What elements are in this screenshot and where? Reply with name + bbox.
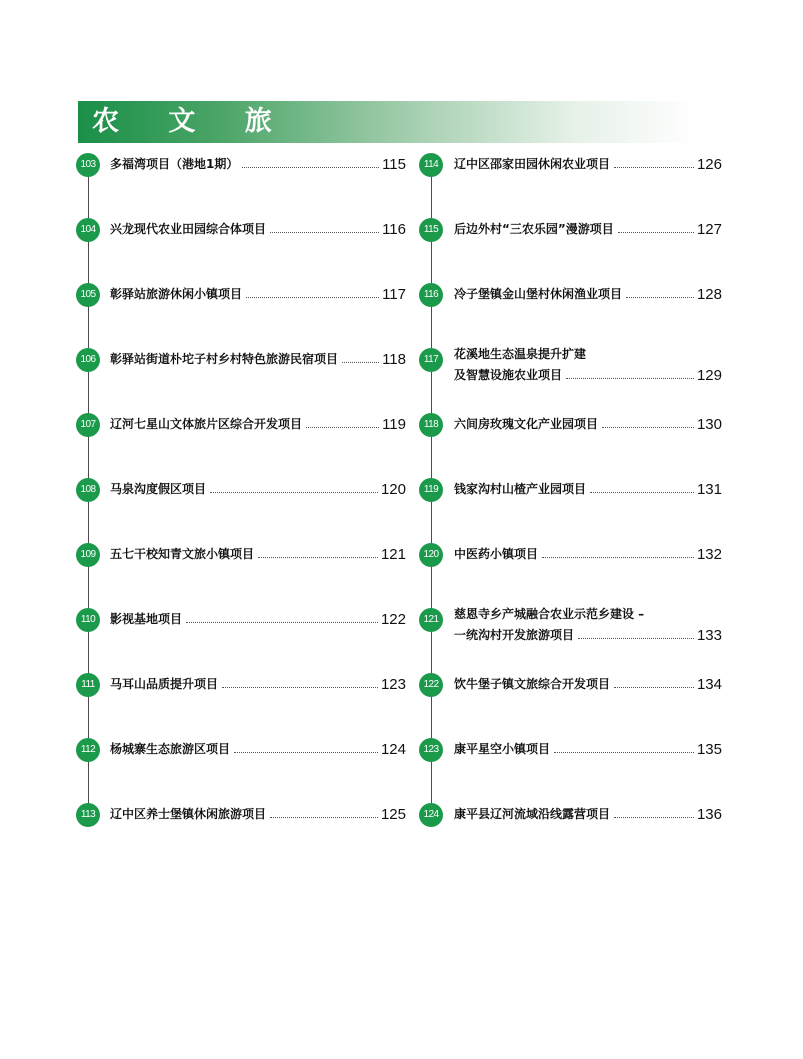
toc-entry[interactable] [76, 607, 406, 651]
entry-title: 后边外村“三农乐园”漫游项目 [454, 222, 614, 236]
entry-number-badge: 111 [76, 673, 100, 697]
entry-number-badge: 106 [76, 348, 100, 372]
entry-title: 马泉沟度假区项目 [110, 482, 207, 496]
entry-page-number: 133 [696, 627, 722, 644]
toc-entry[interactable] [76, 347, 406, 391]
entry-title: 杨城寨生态旅游区项目 [110, 742, 231, 756]
entry-page-number: 130 [696, 416, 722, 433]
toc-entry[interactable] [420, 412, 722, 456]
entry-number-badge: 113 [76, 803, 100, 827]
section-title: 农 文 旅 [92, 106, 292, 137]
entry-page-number: 117 [382, 286, 406, 303]
dot-leader [234, 752, 378, 753]
entry-title: 六间房玫瑰文化产业园项目 [454, 417, 599, 431]
entry-number-badge: 104 [76, 218, 100, 242]
entry-number-badge: 120 [419, 543, 443, 567]
toc-entry[interactable] [76, 477, 406, 521]
dot-leader [222, 687, 378, 688]
entry-page-number: 134 [696, 676, 722, 693]
entry-number-badge: 107 [76, 413, 100, 437]
entry-title: 兴龙现代农业田园综合体项目 [110, 222, 267, 236]
dot-leader [542, 557, 694, 558]
entry-page-number: 128 [696, 286, 722, 303]
toc-entry[interactable] [420, 347, 722, 391]
toc-entry[interactable] [76, 672, 406, 716]
entry-title-line1: 花溪地生态温泉提升扩建 [454, 347, 587, 361]
toc-entry[interactable] [76, 737, 406, 781]
entry-title: 冷子堡镇金山堡村休闲渔业项目 [454, 287, 623, 301]
toc-entry[interactable] [76, 217, 406, 261]
entry-title: 一统沟村开发旅游项目 [454, 628, 575, 642]
dot-leader [210, 492, 378, 493]
entry-page-number: 120 [380, 481, 406, 498]
entry-number-badge: 112 [76, 738, 100, 762]
dot-leader [578, 638, 694, 639]
dot-leader [590, 492, 694, 493]
entry-title: 中医药小镇项目 [454, 547, 539, 561]
entry-title: 彰驿站旅游休闲小镇项目 [110, 287, 243, 301]
toc-entry[interactable] [76, 412, 406, 456]
entry-number-badge: 121 [419, 608, 443, 632]
entry-page-number: 127 [696, 221, 722, 238]
dot-leader [554, 752, 694, 753]
dot-leader [602, 427, 694, 428]
toc-entry[interactable] [420, 672, 722, 716]
entry-number-badge: 109 [76, 543, 100, 567]
dot-leader [566, 378, 694, 379]
entry-number-badge: 108 [76, 478, 100, 502]
entry-number-badge: 115 [419, 218, 443, 242]
entry-page-number: 129 [696, 367, 722, 384]
entry-page-number: 121 [380, 546, 406, 563]
entry-title: 康平县辽河流域沿线露营项目 [454, 807, 611, 821]
dot-leader [614, 167, 694, 168]
entry-page-number: 119 [382, 416, 406, 433]
entry-title: 及智慧设施农业项目 [454, 368, 563, 382]
dot-leader [618, 232, 694, 233]
entry-page-number: 125 [380, 806, 406, 823]
entry-number-badge: 110 [76, 608, 100, 632]
dot-leader [270, 817, 378, 818]
entry-page-number: 122 [380, 611, 406, 628]
toc-entry[interactable] [420, 152, 722, 196]
entry-number-badge: 123 [419, 738, 443, 762]
toc-entry[interactable] [76, 152, 406, 196]
dot-leader [258, 557, 378, 558]
entry-page-number: 118 [382, 351, 406, 368]
toc-entry[interactable] [420, 217, 722, 261]
entry-page-number: 136 [696, 806, 722, 823]
entry-number-badge: 118 [419, 413, 443, 437]
toc-entry[interactable] [76, 802, 406, 846]
dot-leader [242, 167, 379, 168]
toc-entry[interactable] [76, 282, 406, 326]
toc-entry[interactable] [420, 802, 722, 846]
entry-number-badge: 124 [419, 803, 443, 827]
entry-number-badge: 105 [76, 283, 100, 307]
toc-entry[interactable] [420, 607, 722, 651]
entry-title-line1: 慈恩寺乡产城融合农业示范乡建设 – [454, 607, 645, 621]
dot-leader [246, 297, 379, 298]
entry-title: 辽中区邵家田园休闲农业项目 [454, 157, 611, 171]
entry-title: 钱家沟村山楂产业园项目 [454, 482, 587, 496]
entry-page-number: 135 [696, 741, 722, 758]
entry-page-number: 131 [696, 481, 722, 498]
entry-number-badge: 119 [419, 478, 443, 502]
entry-title: 辽河七星山文体旅片区综合开发项目 [110, 417, 303, 431]
entry-title: 饮牛堡子镇文旅综合开发项目 [454, 677, 611, 691]
dot-leader [614, 687, 694, 688]
dot-leader [342, 362, 379, 363]
entry-number-badge: 103 [76, 153, 100, 177]
entry-number-badge: 117 [419, 348, 443, 372]
entry-page-number: 123 [380, 676, 406, 693]
entry-title: 马耳山品质提升项目 [110, 677, 219, 691]
entry-number-badge: 114 [419, 153, 443, 177]
entry-title: 影视基地项目 [110, 612, 183, 626]
entry-page-number: 115 [382, 156, 406, 173]
toc-entry[interactable] [420, 737, 722, 781]
toc-entry[interactable] [76, 542, 406, 586]
entry-page-number: 124 [380, 741, 406, 758]
toc-entry[interactable] [420, 477, 722, 521]
dot-leader [614, 817, 694, 818]
entry-title: 多福湾项目（港地1期） [110, 157, 239, 171]
dot-leader [186, 622, 378, 623]
dot-leader [626, 297, 694, 298]
entry-title: 五七干校知青文旅小镇项目 [110, 547, 255, 561]
entry-page-number: 116 [382, 221, 406, 238]
entry-title: 康平星空小镇项目 [454, 742, 551, 756]
entry-number-badge: 122 [419, 673, 443, 697]
toc-entry[interactable] [420, 282, 722, 326]
entry-title: 辽中区养士堡镇休闲旅游项目 [110, 807, 267, 821]
entry-number-badge: 116 [419, 283, 443, 307]
toc-entry[interactable] [420, 542, 722, 586]
dot-leader [306, 427, 379, 428]
entry-title: 彰驿站街道朴坨子村乡村特色旅游民宿项目 [110, 352, 339, 366]
dot-leader [270, 232, 379, 233]
entry-page-number: 126 [696, 156, 722, 173]
entry-page-number: 132 [696, 546, 722, 563]
